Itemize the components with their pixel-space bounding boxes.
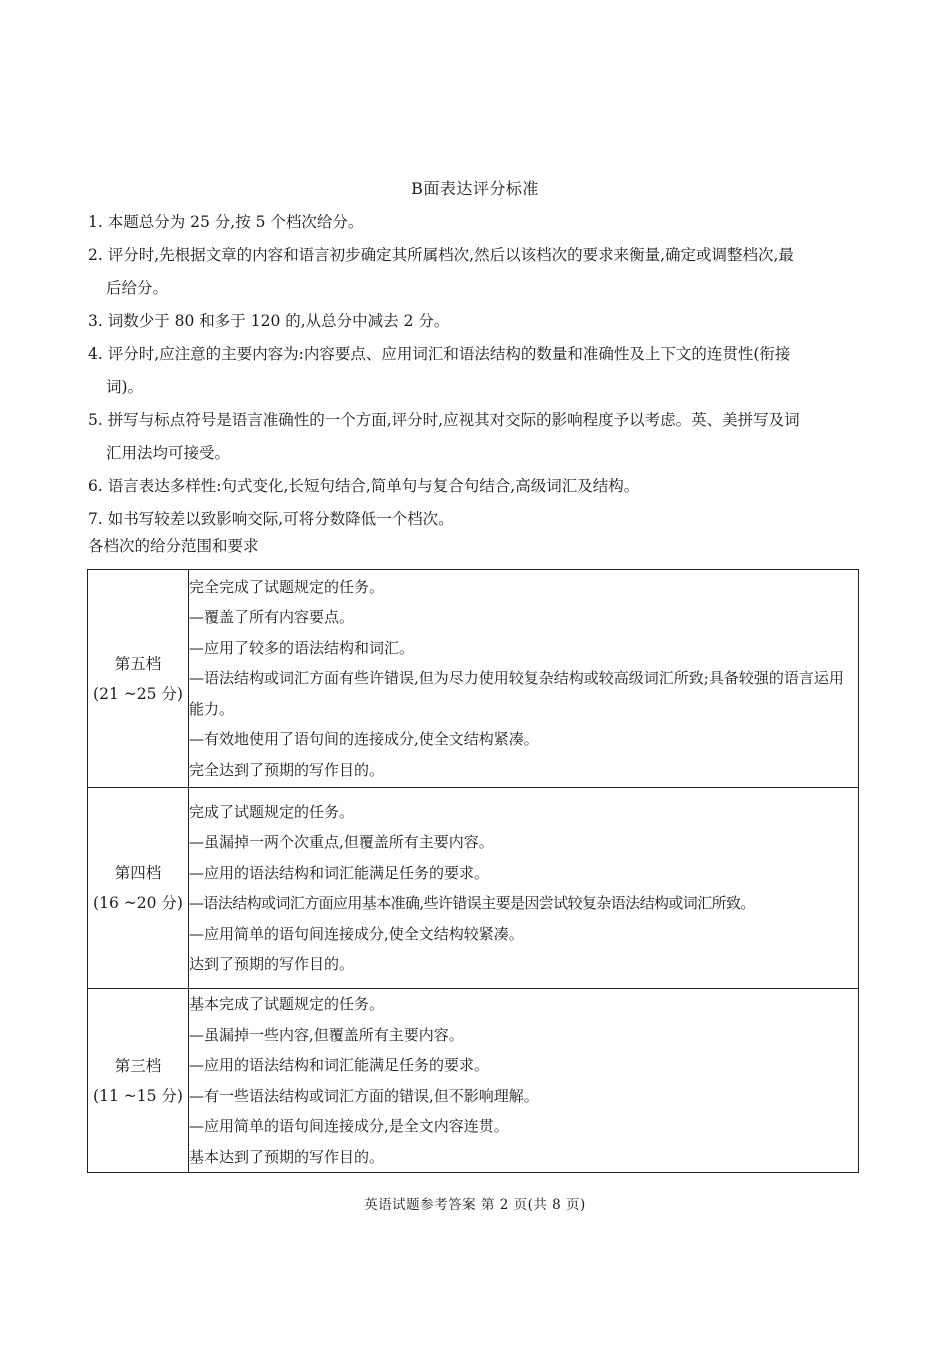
rule-text: 2. 评分时,先根据文章的内容和语言初步确定其所属档次,然后以该档次的要求来衡量,确定或调整档次,最 <box>88 246 794 264</box>
requirement-line: —应用了较多的语法结构和词汇。 <box>189 638 415 657</box>
band-range: (11 ~15 分) <box>93 1086 183 1105</box>
rule-item <box>88 239 860 272</box>
band-range: (21 ~25 分) <box>93 684 183 703</box>
table-row <box>88 570 859 788</box>
rule-item <box>88 338 860 371</box>
requirement-line: —语法结构或词汇方面有些许错误,但为尽力使用较复杂结构或较高级词汇所致;具备较强的语言运用能力。 <box>189 669 844 718</box>
scoring-rules <box>88 206 860 536</box>
band-name: 第四档 <box>114 864 162 882</box>
rule-item <box>88 470 860 503</box>
requirement-line: 达到了预期的写作目的。 <box>189 955 355 973</box>
rule-item <box>88 206 860 239</box>
requirement-line: —应用简单的语句间连接成分,使全文结构较紧凑。 <box>189 924 524 943</box>
table-row <box>88 989 859 1173</box>
requirement-line: —应用简单的语句间连接成分,是全文内容连贯。 <box>189 1117 509 1135</box>
requirement-line: 基本完成了试题规定的任务。 <box>189 995 385 1013</box>
rule-text: 6. 语言表达多样性:句式变化,长短句结合,简单句与复合句结合,高级词汇及结构。 <box>88 477 640 495</box>
requirement-line: —虽漏掉一些内容,但覆盖所有主要内容。 <box>189 1025 464 1044</box>
rule-item <box>88 305 860 338</box>
table-row <box>88 788 859 989</box>
rule-item <box>88 404 860 437</box>
requirement-line: 完成了试题规定的任务。 <box>189 802 355 821</box>
requirement-line: 基本达到了预期的写作目的。 <box>189 1147 385 1166</box>
band-description <box>189 788 859 989</box>
rule-text: 1. 本题总分为 25 分,按 5 个档次给分。 <box>88 213 364 231</box>
rule-text: 7. 如书写较差以致影响交际,可将分数降低一个档次。 <box>88 510 454 528</box>
requirement-line: —有效地使用了语句间的连接成分,使全文结构紧凑。 <box>189 730 539 749</box>
band-name: 第三档 <box>114 1056 162 1075</box>
page-footer: 英语试题参考答案 第 2 页(共 8 页) <box>364 1197 586 1213</box>
rule-item <box>88 503 860 536</box>
rule-text: 5. 拼写与标点符号是语言准确性的一个方面,评分时,应视其对交际的影响程度予以考虑。英、美拼写及词 <box>88 411 800 429</box>
requirement-line: —覆盖了所有内容要点。 <box>189 608 355 627</box>
band-cell <box>88 989 189 1173</box>
rule-continuation: 词)。 <box>106 378 144 396</box>
band-range: (16 ~20 分) <box>93 894 183 912</box>
rule-continuation: 后给分。 <box>106 279 169 297</box>
section-label: 各档次的给分范围和要求 <box>88 537 259 555</box>
rule-continuation: 汇用法均可接受。 <box>106 444 231 462</box>
band-description <box>189 989 859 1173</box>
band-cell <box>88 788 189 989</box>
rule-text: 4. 评分时,应注意的主要内容为:内容要点、应用词汇和语法结构的数量和准确性及上下文的连贯性(衔接 <box>88 345 791 363</box>
band-name: 第五档 <box>114 654 162 673</box>
requirement-line: —应用的语法结构和词汇能满足任务的要求。 <box>189 863 490 882</box>
grade-band-table <box>87 569 859 1173</box>
requirement-line: —虽漏掉一两个次重点,但覆盖所有主要内容。 <box>189 833 494 851</box>
rule-text: 3. 词数少于 80 和多于 120 的,从总分中减去 2 分。 <box>88 312 450 330</box>
requirement-line: —应用的语法结构和词汇能满足任务的要求。 <box>189 1056 490 1074</box>
requirement-line: 完全完成了试题规定的任务。 <box>189 577 385 596</box>
requirement-line: —语法结构或词汇方面应用基本准确,些许错误主要是因尝试较复杂语法结构或词汇所致。 <box>189 894 755 912</box>
requirement-line: 完全达到了预期的写作目的。 <box>189 760 385 779</box>
requirement-line: —有一些语法结构或词汇方面的错误,但不影响理解。 <box>189 1086 539 1105</box>
page-title: B面表达评分标准 <box>411 179 539 198</box>
band-cell <box>88 570 189 788</box>
band-description <box>189 570 859 788</box>
